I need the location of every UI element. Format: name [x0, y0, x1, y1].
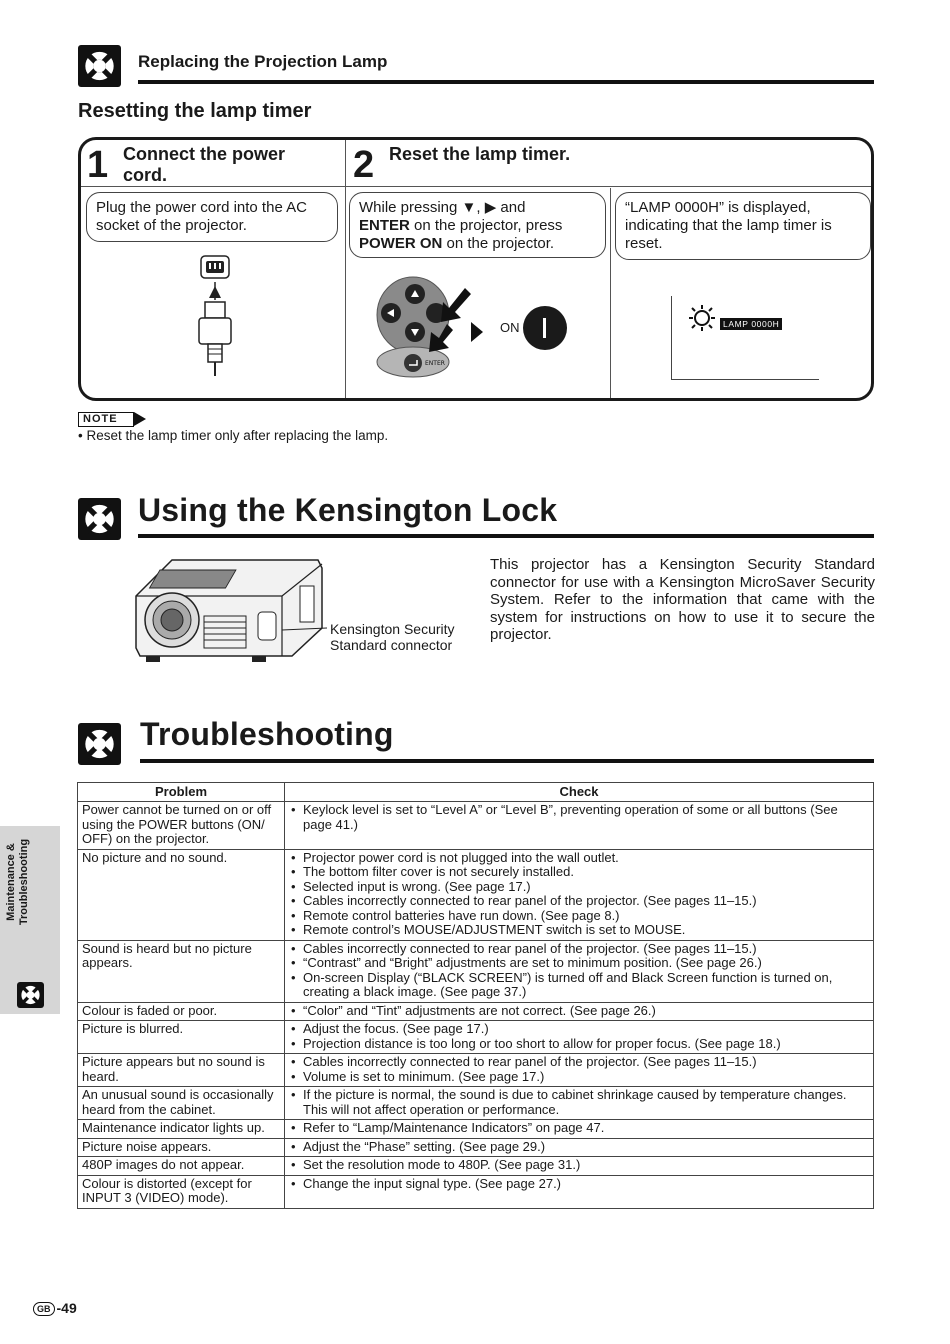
step-number: 2 — [353, 144, 375, 186]
step-heading — [123, 144, 285, 186]
power-on-key-label: POWER ON — [359, 235, 443, 252]
check-column-header: Check — [285, 783, 874, 802]
check-list — [289, 1158, 869, 1173]
page-number — [33, 1300, 77, 1316]
check-item: • Remote control’s MOUSE/ADJUSTMENT switch is set to MOUSE. — [289, 923, 869, 938]
table-row — [78, 1120, 874, 1139]
divider — [81, 186, 871, 187]
check-cell — [285, 849, 874, 940]
text: on the projector, press — [409, 217, 563, 234]
table-row — [78, 1175, 874, 1208]
text: on the projector. — [442, 235, 555, 252]
check-item: • Adjust the “Phase” setting. (See page 29.) — [289, 1140, 869, 1155]
check-cell — [285, 1120, 874, 1139]
check-list — [289, 1022, 869, 1051]
divider — [345, 140, 346, 398]
check-list — [289, 1121, 869, 1136]
table-row — [78, 1002, 874, 1021]
screen-illustration — [671, 296, 819, 380]
section-rule — [140, 759, 874, 763]
text: While pressing ▼, ▶ and — [359, 199, 526, 216]
lifebuoy-icon — [17, 982, 44, 1008]
kensington-description: This projector has a Kensington Security Standard connector for use with a Kensington MicroSaver Security System. Refer to the information that came with the system for instructions on how to use it to secure the projector. — [490, 556, 875, 643]
power-plug-icon — [189, 252, 241, 377]
projector-illustration — [132, 556, 327, 668]
step-heading-line: cord. — [123, 165, 168, 185]
problem-cell: Picture is blurred. — [78, 1021, 285, 1054]
on-label: ON — [500, 320, 520, 335]
problem-column-header: Problem — [78, 783, 285, 802]
problem-cell: Colour is faded or poor. — [78, 1002, 285, 1021]
check-item: • Adjust the focus. (See page 17.) — [289, 1022, 869, 1037]
step-heading-line: Connect the power — [123, 144, 286, 164]
side-tab-label — [5, 802, 41, 962]
lifebuoy-icon — [78, 498, 121, 540]
control-pad-illustration — [373, 270, 503, 380]
problem-cell: No picture and no sound. — [78, 849, 285, 940]
divider — [610, 188, 611, 398]
note-text: • Reset the lamp timer only after replacing the lamp. — [78, 428, 389, 443]
check-cell — [285, 940, 874, 1002]
steps-panel — [78, 137, 874, 401]
page-number-text: -49 — [56, 1300, 77, 1316]
troubleshooting-title: Troubleshooting — [140, 716, 394, 752]
enter-label: ENTER — [425, 360, 445, 367]
section-rule — [138, 534, 874, 538]
step-number: 1 — [87, 144, 109, 186]
check-cell — [285, 1002, 874, 1021]
check-cell — [285, 1054, 874, 1087]
check-list — [289, 942, 869, 1000]
kensington-connector-label — [330, 621, 455, 653]
table-row — [78, 940, 874, 1002]
section-header-title: Replacing the Projection Lamp — [138, 52, 388, 71]
lifebuoy-icon — [78, 723, 121, 765]
side-tab — [0, 826, 60, 1014]
table-body — [78, 802, 874, 1209]
problem-cell: Maintenance indicator lights up. — [78, 1120, 285, 1139]
label-line: Standard connector — [330, 637, 453, 653]
check-item: • Cables incorrectly connected to rear panel of the projector. (See pages 11–15.) — [289, 942, 869, 957]
problem-cell: Sound is heard but no picture appears. — [78, 940, 285, 1002]
lamp-timer-osd: LAMP 0000H — [720, 318, 782, 330]
check-list — [289, 1177, 869, 1192]
problem-cell: 480P images do not appear. — [78, 1157, 285, 1176]
check-item: • Volume is set to minimum. (See page 17.) — [289, 1070, 869, 1085]
label-line: Kensington Security — [330, 621, 455, 637]
problem-cell: Picture noise appears. — [78, 1138, 285, 1157]
note-badge — [78, 412, 148, 427]
lifebuoy-icon — [78, 45, 121, 87]
check-cell — [285, 1175, 874, 1208]
check-item: • Keylock level is set to “Level A” or “Level B”, preventing operation of some or all buttons (See page 41.) — [289, 803, 869, 832]
table-row — [78, 1138, 874, 1157]
check-list — [289, 1004, 869, 1019]
power-on-button-illustration — [523, 306, 567, 350]
region-badge: GB — [33, 1302, 55, 1316]
check-item: • Change the input signal type. (See page 27.) — [289, 1177, 869, 1192]
check-list — [289, 803, 869, 832]
side-tab-line: Troubleshooting — [18, 838, 30, 926]
problem-cell: An unusual sound is occasionally heard from the cabinet. — [78, 1087, 285, 1120]
check-item: • On-screen Display (“BLACK SCREEN”) is turned off and Black Screen function is turned on, creating a black image. (See page 37.) — [289, 971, 869, 1000]
step1-instruction: Plug the power cord into the AC socket of the projector. — [86, 192, 338, 242]
check-cell — [285, 802, 874, 850]
check-item: • Projection distance is too long or too short to allow for proper focus. (See page 18.) — [289, 1037, 869, 1052]
table-row — [78, 1021, 874, 1054]
check-item: • “Color” and “Tint” adjustments are not correct. (See page 26.) — [289, 1004, 869, 1019]
kensington-title: Using the Kensington Lock — [138, 492, 558, 528]
side-tab-line: Maintenance & — [5, 843, 17, 921]
check-item: • “Contrast” and “Bright” adjustments are set to minimum position. (See page 26.) — [289, 956, 869, 971]
problem-cell: Colour is distorted (except for INPUT 3 (VIDEO) mode). — [78, 1175, 285, 1208]
check-list — [289, 1088, 869, 1117]
subsection-title: Resetting the lamp timer — [78, 100, 312, 122]
step2-instruction — [349, 192, 606, 258]
check-item: • Selected input is wrong. (See page 17.) — [289, 880, 869, 895]
enter-key-label: ENTER — [359, 217, 410, 234]
check-cell — [285, 1087, 874, 1120]
check-cell — [285, 1138, 874, 1157]
check-list — [289, 1055, 869, 1084]
check-cell — [285, 1157, 874, 1176]
check-cell — [285, 1021, 874, 1054]
step3-instruction: “LAMP 0000H” is displayed, indicating that the lamp timer is reset. — [615, 192, 871, 260]
table-row — [78, 1054, 874, 1087]
check-item: • The bottom filter cover is not securely installed. — [289, 865, 869, 880]
problem-cell: Power cannot be turned on or off using the POWER buttons (ON/ OFF) on the projector. — [78, 802, 285, 850]
table-row — [78, 1157, 874, 1176]
check-list — [289, 851, 869, 938]
check-item: • Cables incorrectly connected to rear panel of the projector. (See pages 11–15.) — [289, 894, 869, 909]
table-row — [78, 802, 874, 850]
table-row — [78, 1087, 874, 1120]
note-badge-label: NOTE — [78, 412, 134, 427]
check-list — [289, 1140, 869, 1155]
table-header-row — [78, 783, 874, 802]
table-row — [78, 849, 874, 940]
check-item: • Projector power cord is not plugged into the wall outlet. — [289, 851, 869, 866]
header-rule — [138, 80, 874, 84]
check-item: • If the picture is normal, the sound is due to cabinet shrinkage caused by temperature changes. This will not affect operation or performance. — [289, 1088, 869, 1117]
check-item: • Set the resolution mode to 480P. (See page 31.) — [289, 1158, 869, 1173]
step-heading: Reset the lamp timer. — [389, 144, 571, 164]
check-item: • Cables incorrectly connected to rear panel of the projector. (See pages 11–15.) — [289, 1055, 869, 1070]
problem-cell: Picture appears but no sound is heard. — [78, 1054, 285, 1087]
lamp-icon — [688, 304, 716, 332]
troubleshooting-table — [77, 782, 874, 1209]
check-item: • Remote control batteries have run down. (See page 8.) — [289, 909, 869, 924]
check-item: • Refer to “Lamp/Maintenance Indicators” on page 47. — [289, 1121, 869, 1136]
